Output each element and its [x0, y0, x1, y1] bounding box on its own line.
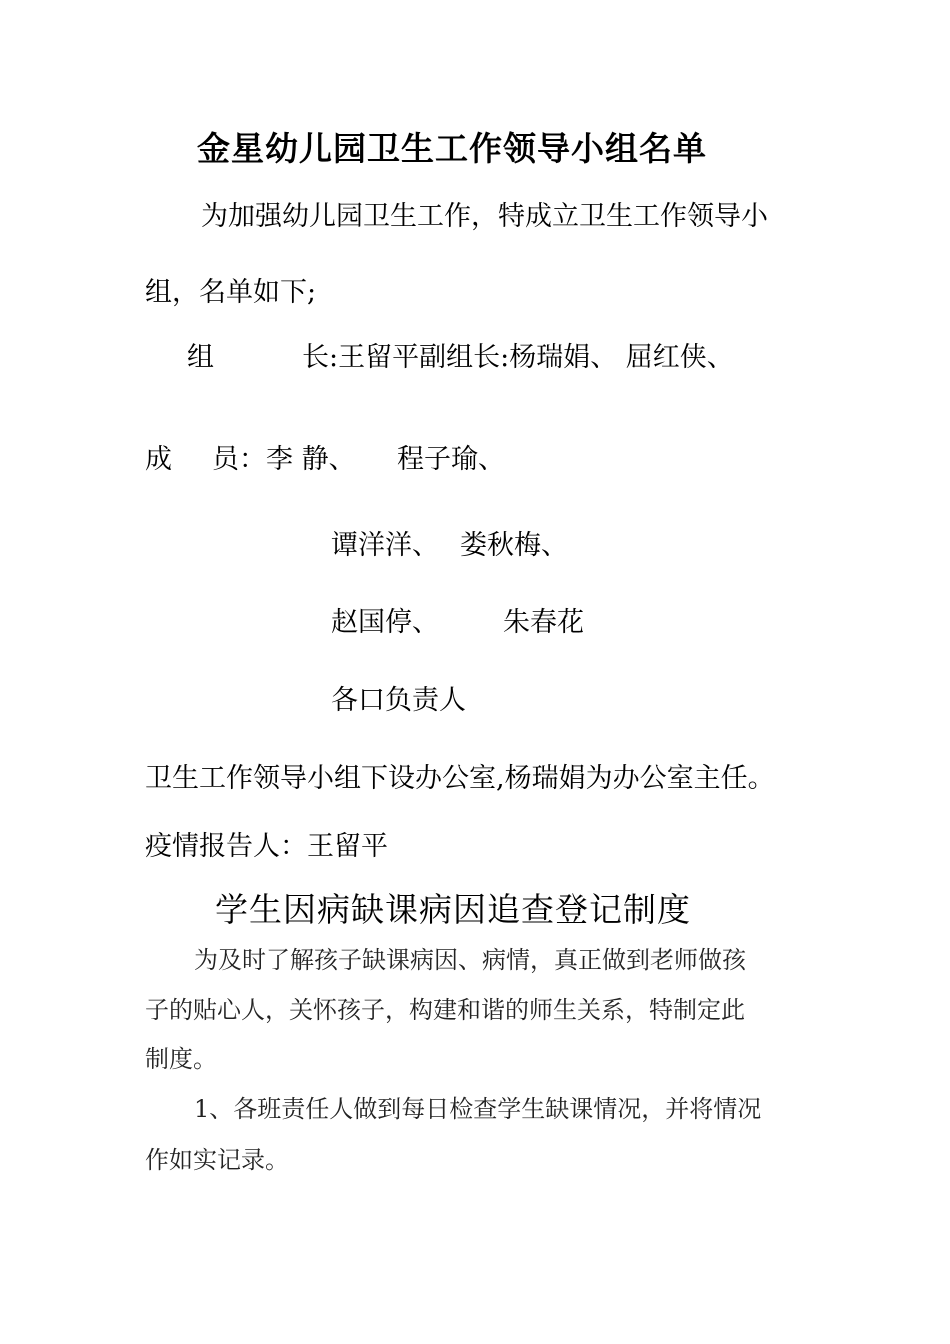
- member-zhu: 朱春花: [503, 607, 584, 638]
- office-line: 卫生工作领导小组下设办公室,杨瑞娟为办公室主任。: [145, 763, 775, 794]
- member-heads: 各口负责人: [331, 685, 466, 716]
- reporter-line: 疫情报告人：王留平: [145, 831, 388, 862]
- members-label-a: 成: [145, 444, 172, 475]
- member-tan: 谭洋洋、: [331, 530, 439, 561]
- section2-title: 学生因病缺课病因追查登记制度: [215, 890, 691, 929]
- section1-title: 金星幼儿园卫生工作领导小组名单: [197, 129, 707, 168]
- section2-item1-line1: 1、各班责任人做到每日检查学生缺课情况，并将情况: [194, 1095, 762, 1123]
- section2-item1-line2: 作如实记录。: [145, 1146, 289, 1174]
- leader-line: 长:王留平副组长:杨瑞娟、 屈红侠、: [302, 342, 734, 373]
- section1-intro-line2: 组，名单如下;: [145, 277, 317, 308]
- members-label-b: 员：李 静、: [212, 444, 356, 475]
- member-zhao: 赵国停、: [331, 607, 439, 638]
- member-cheng: 程子瑜、: [397, 444, 505, 475]
- section1-intro-line1: 为加强幼儿园卫生工作，特成立卫生工作领导小: [201, 201, 768, 232]
- section2-para1-line1: 为及时了解孩子缺课病因、病情，真正做到老师做孩: [194, 946, 746, 974]
- section2-para1-line3: 制度。: [145, 1045, 217, 1073]
- leader-label-a: 组: [187, 342, 214, 373]
- member-lou: 娄秋梅、: [460, 530, 568, 561]
- section2-para1-line2: 子的贴心人，关怀孩子，构建和谐的师生关系，特制定此: [145, 996, 745, 1024]
